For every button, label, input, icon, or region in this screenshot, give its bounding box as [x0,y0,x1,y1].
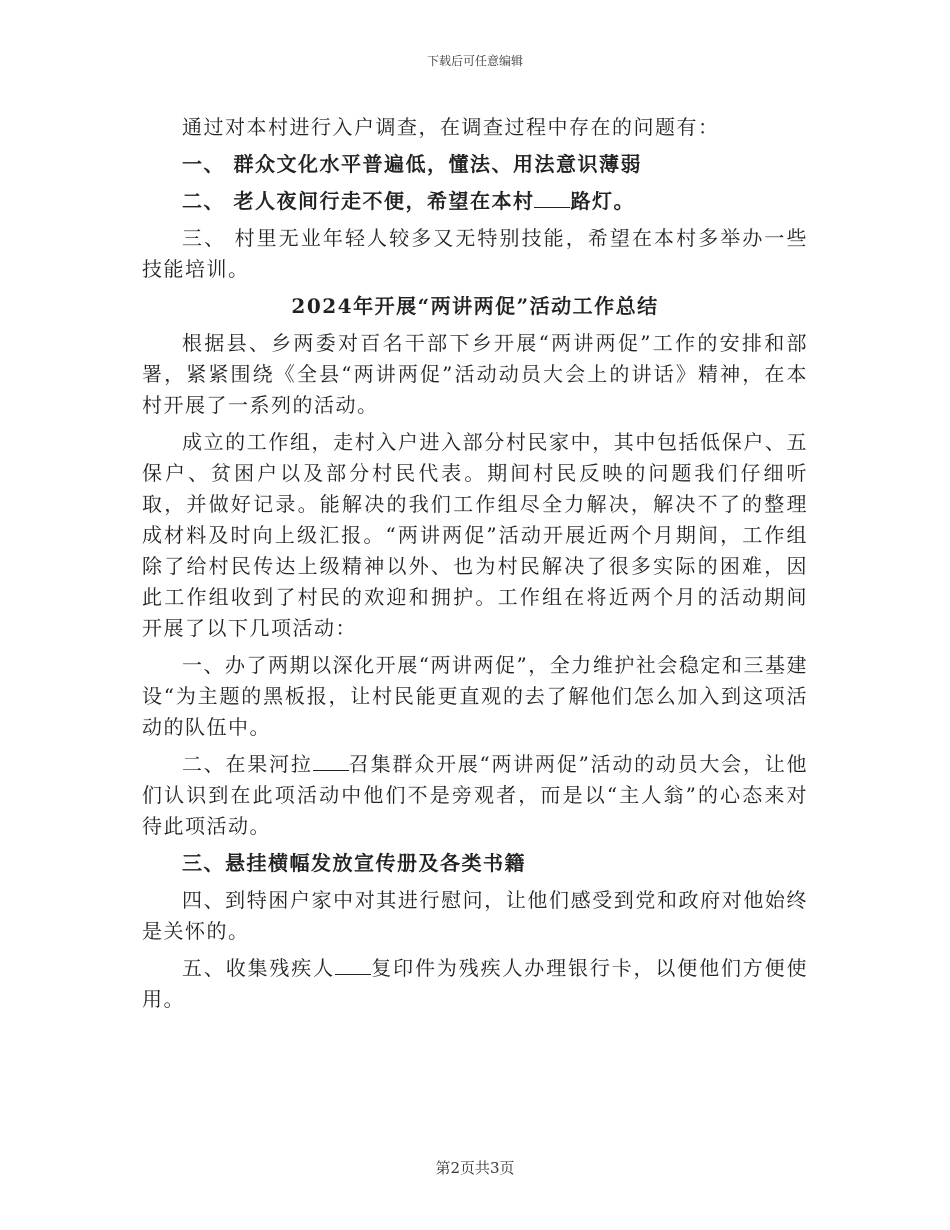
blank-underline [534,189,570,208]
page-footer: 第2页共3页 [435,1159,515,1177]
activity-item-1: 一、办了两期以深化开展“两讲两促”，全力维护社会稳定和三基建设“为主题的黑板报，让村民能更直观的去了解他们怎么加入到这项活动的队伍中。 [142,653,808,739]
body-paragraph-2: 成立的工作组，走村入户进入部分村民家中，其中包括低保户、五保户、贫困户以及部分村民代表。期间村民反映的问题我们仔细听取，并做好记录。能解决的我们工作组尽全力解决，解决不了的整理成材料及时向上级汇报。“两讲两促”活动开展近两个月期间，工作组除了给村民传达上级精神以外、也为村民解决了很多实际的困难，因此工作组收到了村民的欢迎和拥护。工作组在将近两个月的活动期间开展了以下几项活动： [142,430,808,640]
document-body [142,112,808,1021]
activity-item-2-text-end: 召集群众开展“两讲两促”活动的动员大会，让他们认识到在此项活动中他们不是旁观者，而是以“主人翁”的心态来对待此项活动。 [142,752,809,838]
intro-paragraph: 通过对本村进行入户调查，在调查过程中存在的问题有： [182,115,720,139]
problem-item-2-text-end: 路灯。 [570,189,635,213]
activity-item-5 [142,953,808,1015]
blank-underline [313,752,349,771]
activity-item-4: 四、到特困户家中对其进行慰问，让他们感受到党和政府对他始终是关怀的。 [142,888,808,943]
activity-item-5-text-end: 复印件为残疾人办理银行卡，以便他们方便使用。 [142,956,809,1011]
page-header: 下载后可任意编辑 [426,54,523,68]
activity-item-2 [142,749,808,842]
problem-item-3: 三、 村里无业年轻人较多又无特别技能，希望在本村多举办一些技能培训。 [142,226,808,281]
body-paragraph-1: 根据县、乡两委对百名干部下乡开展“两讲两促”工作的安排和部署，紧紧围绕《全县“两讲两促”活动动员大会上的讲话》精神，在本村开展了一系列的活动。 [142,331,808,417]
document-title: 2024年开展“两讲两促”活动工作总结 [291,294,659,318]
problem-item-2-text: 二、 老人夜间行走不便，希望在本村 [182,189,535,213]
activity-item-2-text: 二、在果河拉 [182,752,313,776]
problem-item-1: 一、 群众文化水平普遍低，懂法、用法意识薄弱 [182,152,642,176]
activity-item-3: 三、悬挂横幅发放宣传册及各类书籍 [182,851,526,875]
activity-item-5-text: 五、收集残疾人 [182,956,335,980]
problem-item-2 [142,186,808,217]
blank-underline [335,956,371,975]
